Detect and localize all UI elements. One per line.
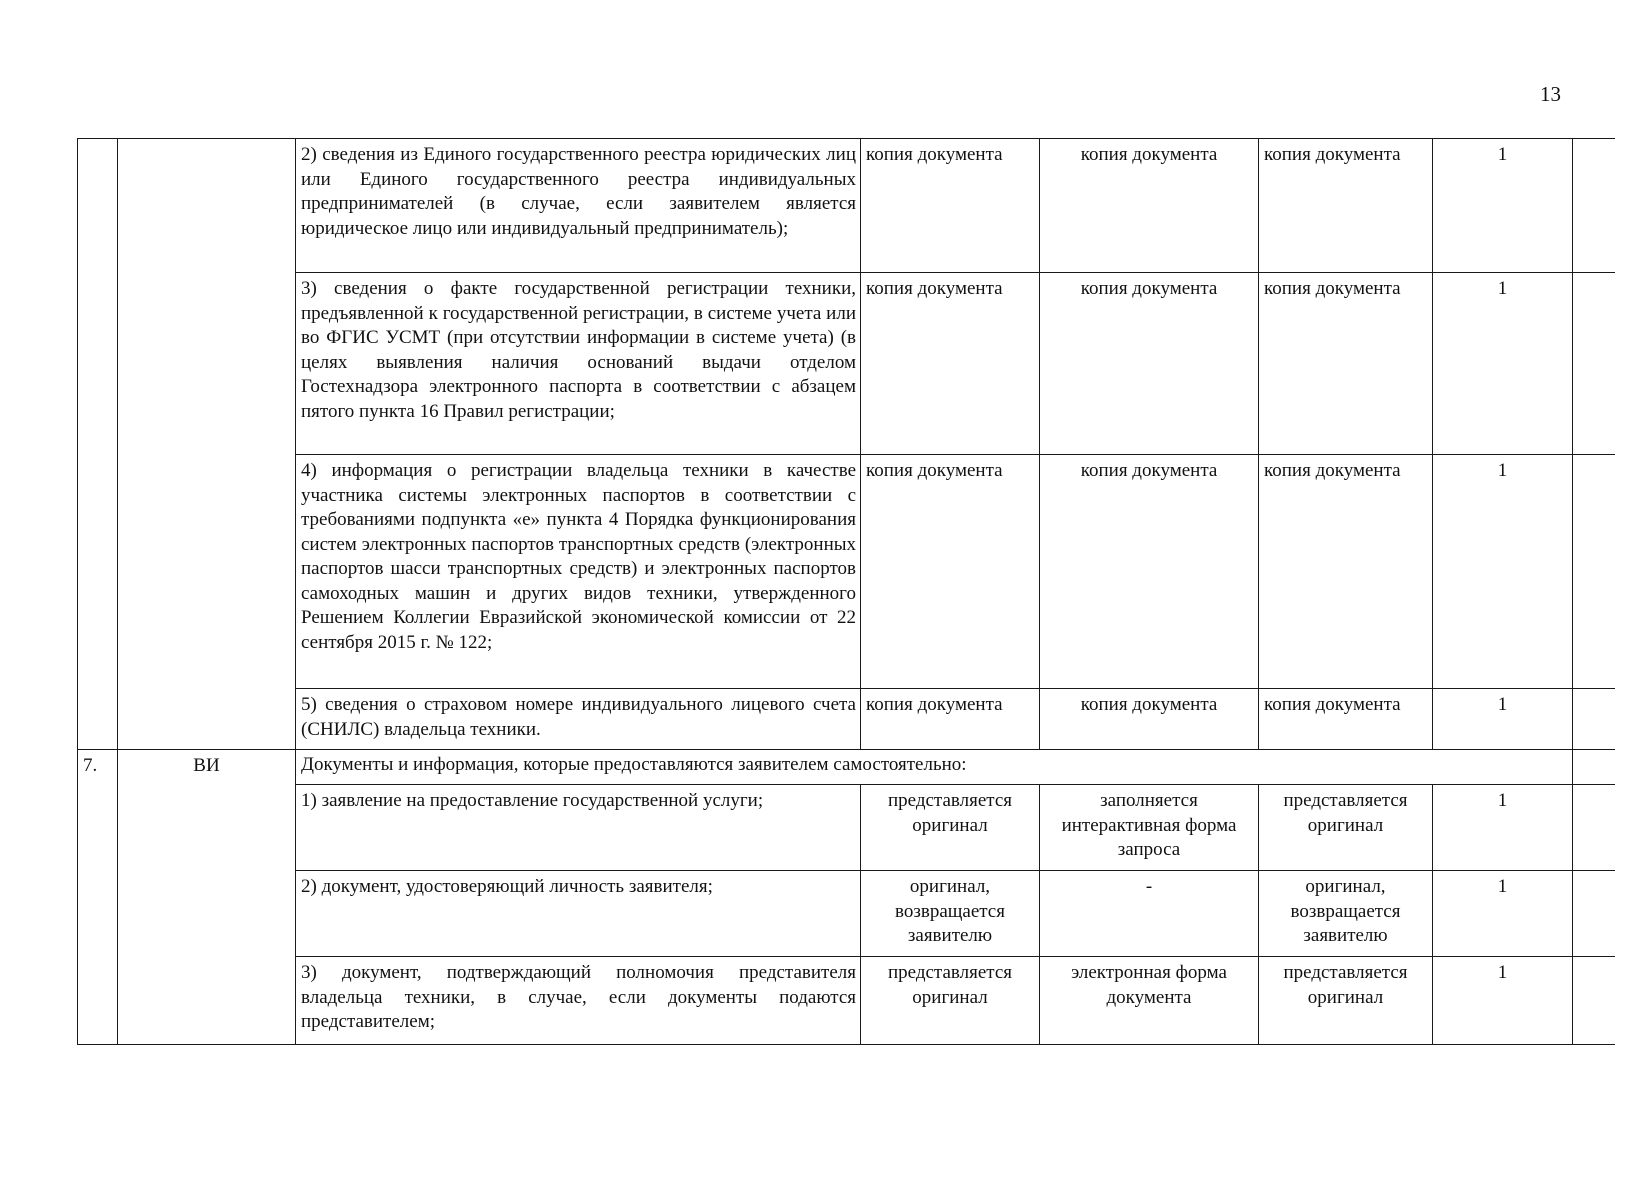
section-heading: Документы и информация, которые предоставляются заявителем самостоятельно:: [296, 750, 1573, 785]
form-col6: копия документа: [1259, 455, 1433, 689]
extra-cell: [1573, 139, 1615, 273]
form-col6: оригинал, возвращается заявителю: [1259, 871, 1433, 957]
section-code: ВИ: [118, 750, 296, 1045]
section-number: 7.: [78, 750, 118, 1045]
section-heading-row: [78, 750, 1615, 785]
form-col5: копия документа: [1040, 273, 1259, 455]
form-col5: -: [1040, 871, 1259, 957]
table-row: [78, 785, 1615, 871]
form-col5: заполняется интерактивная форма запроса: [1040, 785, 1259, 871]
table-row: [78, 871, 1615, 957]
table-row: [78, 455, 1615, 689]
document-description: 3) сведения о факте государственной регистрации техники, предъявленной к государственной регистрации, в системе учета или во ФГИС УСМТ (при отсутствии информации в системе учета) (в целях выявления наличия оснований выдачи отделом Гостехнадзора электронного паспорта в соответствии с абзацем пятого пункта 16 Правил регистрации;: [296, 273, 861, 455]
quantity-cell: 1: [1433, 689, 1573, 750]
form-col6: представляется оригинал: [1259, 785, 1433, 871]
document-description: 5) сведения о страховом номере индивидуального лицевого счета (СНИЛС) владельца техники.: [296, 689, 861, 750]
document-description: 4) информация о регистрации владельца техники в качестве участника системы электронных паспортов в соответствии с требованиями подпункта «е» пункта 4 Порядка функционирования систем электронных паспортов транспортных средств (электронных паспортов шасси транспортных средств) и электронных паспортов самоходных машин и других видов техники, утвержденного Решением Коллегии Евразийской экономической комиссии от 22 сентября 2015 г. № 122;: [296, 455, 861, 689]
quantity-cell: 1: [1433, 139, 1573, 273]
table-row: [78, 957, 1615, 1045]
extra-cell: [1573, 871, 1615, 957]
form-col4: копия документа: [861, 455, 1040, 689]
form-col5: копия документа: [1040, 139, 1259, 273]
extra-cell: [1573, 455, 1615, 689]
form-col6: копия документа: [1259, 273, 1433, 455]
quantity-cell: 1: [1433, 455, 1573, 689]
extra-cell: [1573, 689, 1615, 750]
number-cell-continued: [78, 139, 118, 750]
document-description: 2) документ, удостоверяющий личность заявителя;: [296, 871, 861, 957]
table-row: [78, 273, 1615, 455]
document-description: 2) сведения из Единого государственного реестра юридических лиц или Единого государственного реестра индивидуальных предпринимателей (в случае, если заявителем является юридическое лицо или индивидуальный предприниматель);: [296, 139, 861, 273]
form-col6: представляется оригинал: [1259, 957, 1433, 1045]
form-col4: оригинал, возвращается заявителю: [861, 871, 1040, 957]
code-cell-continued: [118, 139, 296, 750]
extra-cell: [1573, 273, 1615, 455]
form-col6: копия документа: [1259, 139, 1433, 273]
form-col5: копия документа: [1040, 689, 1259, 750]
form-col6: копия документа: [1259, 689, 1433, 750]
quantity-cell: 1: [1433, 871, 1573, 957]
document-description: 1) заявление на предоставление государственной услуги;: [296, 785, 861, 871]
form-col4: копия документа: [861, 689, 1040, 750]
table-row: [78, 689, 1615, 750]
form-col4: копия документа: [861, 139, 1040, 273]
form-col4: представляется оригинал: [861, 785, 1040, 871]
form-col4: копия документа: [861, 273, 1040, 455]
table-row: [78, 139, 1615, 273]
extra-cell: [1573, 957, 1615, 1045]
form-col5: электронная форма документа: [1040, 957, 1259, 1045]
form-col5: копия документа: [1040, 455, 1259, 689]
extra-cell: [1573, 750, 1615, 785]
documents-table: [77, 138, 1615, 1045]
quantity-cell: 1: [1433, 785, 1573, 871]
extra-cell: [1573, 785, 1615, 871]
quantity-cell: 1: [1433, 273, 1573, 455]
document-description: 3) документ, подтверждающий полномочия представителя владельца техники, в случае, если документы подаются представителем;: [296, 957, 861, 1045]
page-number: 13: [1540, 82, 1561, 106]
form-col4: представляется оригинал: [861, 957, 1040, 1045]
quantity-cell: 1: [1433, 957, 1573, 1045]
